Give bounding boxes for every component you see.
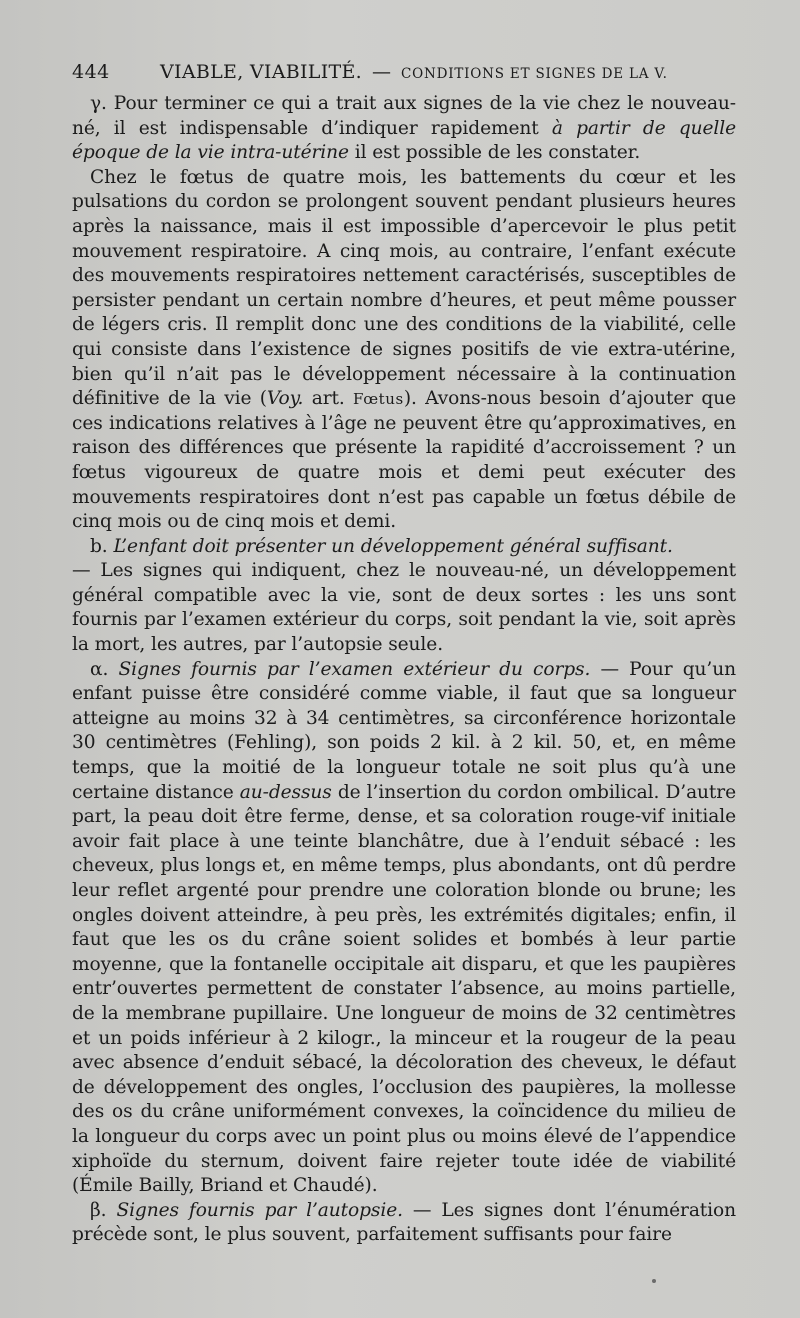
p5-italic-heading: Signes fournis par l’examen extérieur du corps. [118,658,591,680]
p2-text-e: ). Avons-nous besoin d’ajouter que ces indications relatives à l’âge ne peuvent être qu’approximatives, en raison des différences que présente la rapidité d’accroissement ? un fœtus vigoureux de quatre mois et demi peut exécuter des mouvements respiratoires dont n’est pas capable un fœtus débile de cinq mois ou de cinq mois et demi. [72,388,736,533]
p2-text-a: Chez le fœtus de quatre mois, les battements du cœur et les pulsations du cordon se prolongent souvent pendant plusieurs heures après la naissance, mais il est impossible d’apercevoir le plus petit mouvement respiratoire. A cinq mois, au contraire, l’enfant exécute des mouvements respiratoires nettement caractérisés, susceptibles de persister pendant un certain nombre d’heures, et peut même pousser de légers cris. Il remplit donc une des conditions de la viabilité, celle qui consiste dans l’existence de signes positifs de vie extra-utérine, bien qu’il n’ait pas le développement nécessaire à la continuation définitive de la vie ( [72,166,736,410]
heading-b [72,535,736,560]
p6-label: β. [90,1199,117,1221]
p5-text-c: — Pour qu’un enfant puisse être considéré comme viable, il faut que sa longueur atteigne au moins 32 à 34 centimètres, sa circonférence horizontale 30 centimètres (Fehling), son poids 2 kil. à 2 kil. 50, et, en même temps, que la moitié de la longueur totale ne soit plus qu’à une certaine distance [72,658,736,803]
ink-speck [652,1279,656,1283]
p2-text-c: art. [303,388,354,410]
p5-text-e: de l’insertion du cordon ombilical. D’autre part, la peau doit être ferme, dense, et sa coloration rouge-vif initiale avoir fait place à une teinte blanchâtre, due à l’enduit sébacé : les cheveux, plus longs et, en même temps, plus abondants, ont dû perdre leur reflet argenté pour prendre une coloration blonde ou brune; les ongles doivent atteindre, à peu près, les extrémités digitales; enfin, il faut que les os du crâne soient solides et bombés à leur partie moyenne, que la fontanelle occipitale ait disparu, et que les paupières entr’ouvertes permettent de constater l’absence, au moins partielle, de la membrane pupillaire. Une longueur de moins de 32 centimètres et un poids inférieur à 2 kilogr., la minceur et la rougeur de la peau avec absence d’enduit sébacé, la décoloration des cheveux, le défaut de développement des ongles, l’occlusion des paupières, la mollesse des os du crâne uniformément convexes, la coïncidence du milieu de la longueur du corps avec un point plus ou moins élevé de l’appendice xiphoïde du sternum, doivent faire rejeter toute idée de viabilité (Émile Bailly, Briand et Chaudé). [72,781,736,1197]
paragraph-foetus-age [72,166,736,535]
running-head [72,58,736,88]
p4-text: — Les signes qui indiquent, chez le nouveau-né, un développement général compatible avec la vie, sont de deux sortes : les uns sont fournis par l’examen extérieur du corps, soit pendant la vie, soit après la mort, les autres, par l’autopsie seule. [72,560,736,656]
p1-text-c: il est possible de les constater. [348,142,641,164]
running-title: VIABLE, VIABILITÉ. [160,61,362,83]
p6-italic-heading: Signes fournis par l’autopsie. [116,1199,403,1221]
p3-italic: L’enfant doit présenter un développement général suffisant. [113,535,673,557]
p3-label: b. [90,535,114,557]
paragraph-signes [72,559,736,657]
p2-foetus-smallcaps: Fœtus [353,390,404,409]
p5-label: α. [90,658,119,680]
p2-voy: Voy. [266,388,304,410]
paragraph-beta [72,1199,736,1248]
p1-italic: à partir de quelle époque de la vie intra-utérine [72,117,736,164]
p6-text-c: — Les signes dont l’énumération précède sont, le plus souvent, parfaitement suffisants pour faire [72,1199,736,1246]
paragraph-gamma [72,92,736,166]
paragraph-alpha [72,658,736,1199]
running-subtitle: CONDITIONS ET SIGNES DE LA V. [401,66,668,82]
page-number: 444 [72,61,110,83]
p5-italic-au-dessus: au-dessus [239,781,332,803]
p1-text-a: γ. Pour terminer ce qui a trait aux signes de la vie chez le nouveau-né, il est indispensable d’indiquer rapidement [72,93,736,139]
running-head-dash: — [372,61,391,83]
body-text [72,92,736,1248]
